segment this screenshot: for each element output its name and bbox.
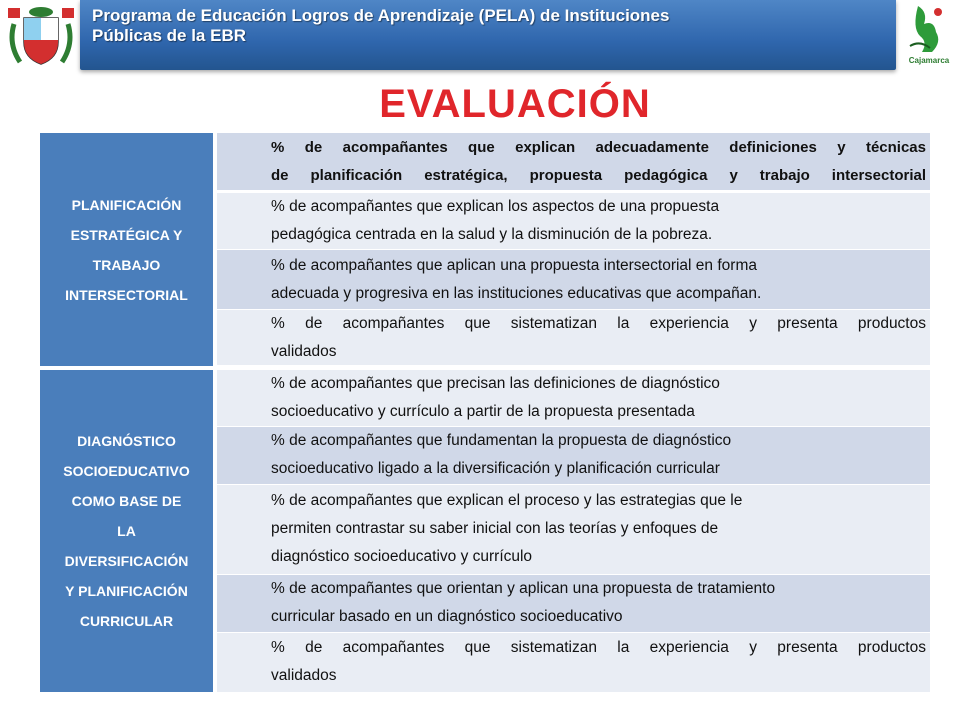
program-banner [80, 0, 896, 70]
category-label-line: LA [117, 523, 136, 539]
program-title-line1: Programa de Educación Logros de Aprendizaje (PELA) de Instituciones [92, 6, 670, 25]
table-row [217, 193, 930, 250]
peru-coat-of-arms-logo [6, 4, 76, 68]
row-text-line: % de acompañantes que aplican una propuesta intersectorial en forma [271, 257, 757, 274]
row-text-line: pedagógica centrada en la salud y la disminución de la pobreza. [271, 226, 713, 243]
row-text-line: de planificación estratégica, propuesta pedagógica y trabajo intersectorial [271, 167, 926, 184]
cajamarca-logo [902, 2, 956, 70]
row-text-line: % de acompañantes que explican los aspectos de una propuesta [271, 198, 720, 215]
row-text-line: % de acompañantes que explican el proceso y las estrategias que le [271, 492, 743, 509]
category-cell-planning [40, 133, 213, 366]
page-title: EVALUACIÓN [379, 82, 651, 126]
row-text-line: permiten contrastar su saber inicial con las teorías y enfoques de [271, 520, 719, 537]
category-label-line: PLANIFICACIÓN [71, 196, 182, 213]
table-row [217, 370, 930, 427]
row-text-line: % de acompañantes que precisan las definiciones de diagnóstico [271, 375, 720, 392]
category-label-line: COMO BASE DE [71, 493, 182, 509]
cajamarca-logo-label: Cajamarca [908, 56, 950, 65]
category-label-line: INTERSECTORIAL [65, 286, 188, 303]
evaluation-table [40, 133, 930, 692]
program-title [92, 6, 882, 46]
category-label-line: Y PLANIFICACIÓN [65, 583, 188, 599]
table-row [217, 310, 930, 366]
table-row [217, 427, 930, 485]
category-label-line: TRABAJO [92, 256, 161, 273]
row-text-line: % de acompañantes que explican adecuadamente definiciones y técnicas [271, 139, 926, 156]
row-text-line: % de acompañantes que sistematizan la experiencia y presenta productos [271, 315, 926, 332]
row-text-line: % de acompañantes que fundamentan la propuesta de diagnóstico [271, 432, 732, 449]
row-text-line: diagnóstico socioeducativo y currículo [271, 548, 533, 565]
category-cell-diagnosis [40, 370, 213, 692]
program-title-line2: Públicas de la EBR [92, 26, 246, 45]
row-text-line: validados [271, 667, 337, 684]
table-row [217, 133, 930, 191]
table-row [217, 575, 930, 633]
table-row [217, 485, 930, 575]
row-text-line: adecuada y progresiva en las instituciones educativas que acompañan. [271, 285, 762, 302]
category-label-line: DIVERSIFICACIÓN [64, 553, 189, 569]
row-text-line: socioeducativo ligado a la diversificación y planificación curricular [271, 460, 720, 477]
table-row [217, 633, 930, 692]
header [0, 0, 960, 72]
category-label-line: ESTRATÉGICA Y [70, 226, 183, 243]
row-text-line: curricular basado en un diagnóstico socioeducativo [271, 608, 623, 625]
category-label-line: DIAGNÓSTICO [77, 433, 176, 449]
table-row [217, 250, 930, 310]
row-text-line: validados [271, 343, 337, 360]
row-text-line: socioeducativo y currículo a partir de la propuesta presentada [271, 403, 695, 420]
row-text-line: % de acompañantes que orientan y aplican una propuesta de tratamiento [271, 580, 776, 597]
row-text-line: % de acompañantes que sistematizan la experiencia y presenta productos [271, 639, 926, 656]
category-label-line: CURRICULAR [79, 613, 174, 629]
category-label-line: SOCIOEDUCATIVO [63, 463, 190, 479]
